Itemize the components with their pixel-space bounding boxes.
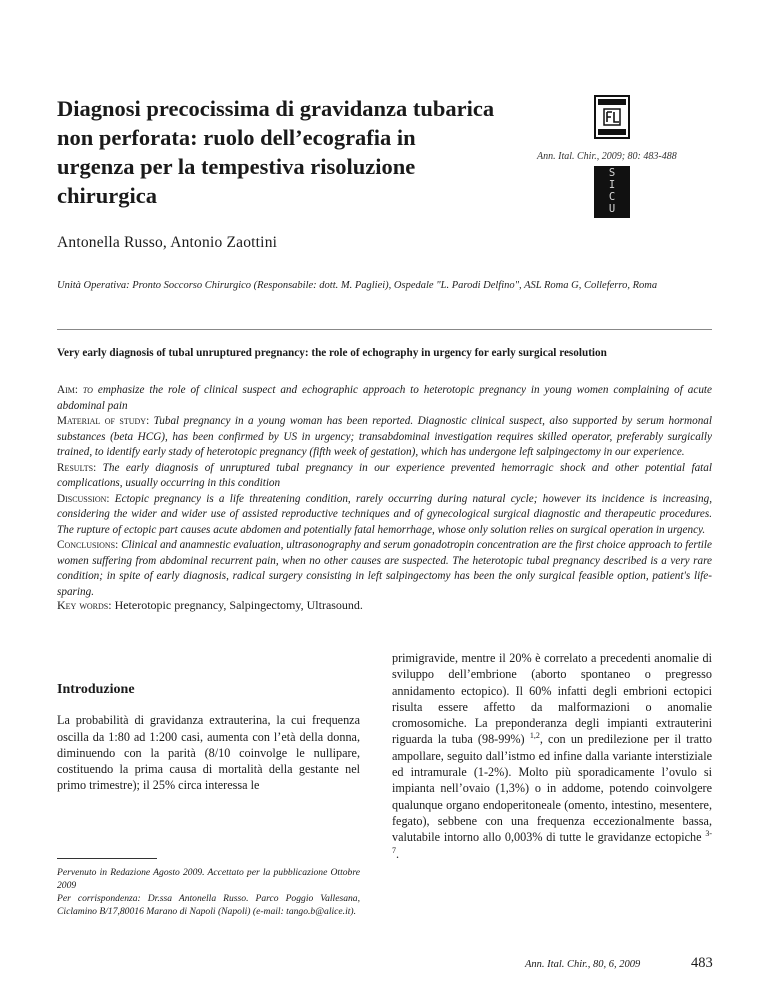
footnote-rule	[57, 858, 157, 859]
abstract-discussion	[57, 492, 712, 539]
citation-ref: 1,2	[529, 731, 540, 741]
footnote-correspondence: Per corrispondenza: Dr.ssa Antonella Russo. Parco Poggio Vallesana, Ciclamino B/17,80016 Marano di Napoli (Napoli) (e-mail: tango.b@alice.it).	[57, 893, 360, 917]
abstract-aim	[57, 383, 712, 414]
body-text: .	[396, 846, 400, 861]
sicu-letter: U	[608, 203, 616, 215]
sicu-letter: S	[608, 167, 616, 179]
body-text: , con un predilezione per il tratto ampollare, seguito dall’istmo ed infine dalla variante interstiziale ed intramurale (1-2%). Molto più sporadicamente l’ovulo si impianta nell’ovaio (1,3%) o in addome, potendo coinvolgere qualunque organo endoperitoneale (omento, intestino, mesentere, fegato), sebbene con una frequenza eccezionalmente bassa, valutabile intorno allo 0,003% di tutte le gravidanze ectopiche	[392, 732, 712, 845]
abstract-label: Results:	[57, 461, 97, 474]
body-column-left	[57, 682, 360, 794]
section-heading: Introduzione	[57, 682, 135, 697]
abstract	[57, 383, 712, 600]
abstract-label: Discussion:	[57, 492, 110, 505]
journal-citation: Ann. Ital. Chir., 2009; 80: 483-488	[537, 151, 677, 162]
keywords	[57, 598, 712, 613]
body-paragraph	[392, 650, 712, 862]
abstract-text: emphasize the role of clinical suspect and echographic approach to heterotopic pregnancy in young women complaining of acute abdominal pain	[57, 384, 713, 412]
body-column-right	[392, 650, 712, 862]
abstract-label: Aim:	[57, 384, 78, 396]
keywords-text: Heterotopic pregnancy, Salpingectomy, Ultrasound.	[114, 598, 363, 612]
abstract-label: Material of study:	[57, 415, 150, 427]
page-number: 483	[691, 955, 713, 971]
abstract-conclusions	[57, 538, 712, 600]
abstract-results	[57, 461, 712, 492]
sicu-letter: C	[608, 191, 616, 203]
footer-citation: Ann. Ital. Chir., 80, 6, 2009	[525, 959, 641, 970]
footnote	[57, 866, 360, 918]
body-text: primigravide, mentre il 20% è correlato a precedenti anomalie di sviluppo dell’embrione (aborto spontaneo o pregresso annidamento ectopico). Il 60% infatti degli embrioni ectopici risulta essere affetto da malformazioni o anomalie cromosomiche. La preponderanza degli impianti extrauterini riguarda la tuba (98-99%)	[392, 651, 712, 747]
keywords-label: Key words:	[57, 598, 112, 612]
abstract-text: Clinical and anamnestic evaluation, ultrasonography and serum gonadotropin concentration are the first choice approach to fertile women suffering from abdominal recurrent pain, when no other causes are suspected. The heterotopic tubal pregnancy described is a very rare condition; in spite of early diagnosis, radical surgery consisting in left salpingectomy has been the only surgical feasible option, patient's life-sparing.	[57, 539, 712, 598]
abstract-text: Ectopic pregnancy is a life threatening condition, rarely occurring during natural cycle; however its incidence is increasing, considering the wider and wider use of assisted reproductive techniques and of gynecological surgical diagnostic and therapeutic procedures. The rupture of ectopic part causes acute abdomen and potentially fatal hemorrhage, whose only solution relies on surgical operation in urgency.	[57, 492, 712, 536]
abstract-prefix: to	[82, 384, 93, 396]
abstract-material	[57, 414, 712, 461]
section-divider	[57, 329, 712, 330]
surgical-annals-logo	[594, 95, 630, 139]
abstract-label: Conclusions:	[57, 539, 119, 551]
article-title: Diagnosi precocissima di gravidanza tubarica non perforata: ruolo dell’ecografia in urgenza per la tempestiva risoluzione chirurgica	[57, 96, 495, 208]
footnote-received: Pervenuto in Redazione Agosto 2009. Accettato per la pubblicazione Ottobre 2009	[57, 867, 360, 891]
affiliation: Unità Operativa: Pronto Soccorso Chirurgico (Responsabile: dott. M. Pagliei), Ospedale "L. Parodi Delfino", ASL Roma G, Colleferro, Roma	[57, 280, 658, 291]
citation-ref: 3-7	[392, 829, 712, 855]
english-title: Very early diagnosis of tubal unruptured pregnancy: the role of echography in urgency for early surgical resolution	[57, 347, 607, 359]
sicu-logo	[594, 166, 630, 218]
abstract-text: The early diagnosis of unruptured tubal pregnancy in our experience prevented hemorragic shock and other potential fatal complications, usually occurring in this condition	[57, 461, 712, 489]
authors: Antonella Russo, Antonio Zaottini	[57, 234, 278, 251]
sicu-letter: I	[608, 179, 616, 191]
abstract-text: Tubal pregnancy in a young woman has been reported. Diagnostic clinical suspect, also supported by serum hormonal substances (beta HCG), has been confirmed by US in urgency; transabdominal investigation requires skilled operator, preferably surgically trained, to identify early stady of heterotopic pregnancy (fifth week of gestation), which has undergone left salpingectomy in our experience.	[57, 415, 712, 458]
body-paragraph: La probabilità di gravidanza extrauterina, la cui frequenza oscilla da 1:80 ad 1:200 casi, aumenta con l’età della donna, diminuendo con la parità (8/10 coinvolge le nullipare, costituendo la prima causa di mortalità della gestante nel primo trimestre); il 25% circa interessa le	[57, 713, 360, 793]
